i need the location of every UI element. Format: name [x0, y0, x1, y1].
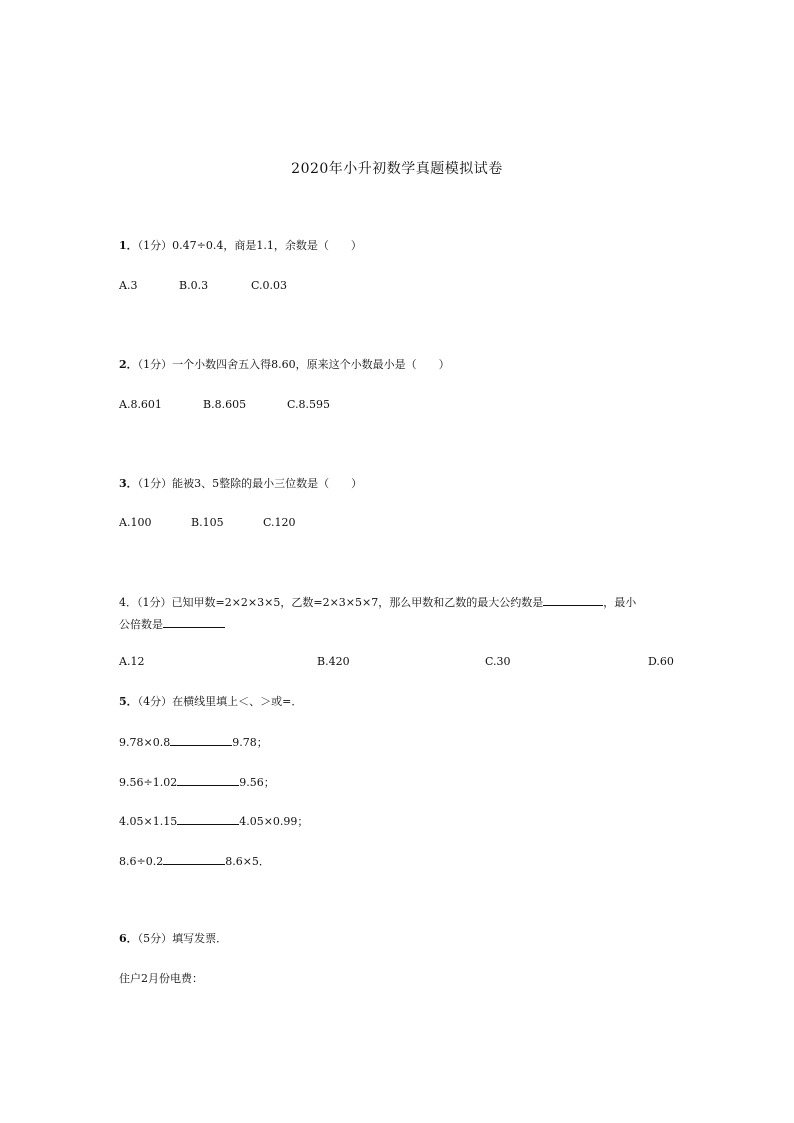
- option-c: C.0.03: [251, 279, 288, 292]
- option-a: A.100: [119, 516, 152, 529]
- option-b: B.8.605: [203, 398, 247, 411]
- comparison-item: [119, 852, 270, 870]
- answer-blank[interactable]: [177, 812, 239, 825]
- expression-right: 9.56；: [239, 776, 275, 789]
- expression-right: 4.05×0.99；: [239, 815, 309, 828]
- question-text: （1分）一个小数四舍五入得8.60，原来这个小数最小是（ ）: [137, 358, 450, 371]
- question-5: [119, 694, 302, 710]
- question-text: （1分）0.47÷0.4，商是1.1，余数是（ ）: [137, 239, 362, 252]
- question-text: ，最小: [603, 596, 637, 609]
- answer-blank[interactable]: [163, 852, 225, 865]
- page-title: 2020年小升初数学真题模拟试卷: [291, 161, 503, 177]
- expression-left: 8.6÷0.2: [119, 855, 164, 868]
- option-c: C.8.595: [287, 398, 331, 411]
- question-number: 6．: [119, 932, 138, 945]
- expression-left: 4.05×1.15: [119, 815, 178, 828]
- question-1: [119, 238, 362, 254]
- comparison-item: [119, 733, 268, 751]
- expression-left: 9.56÷1.02: [119, 776, 178, 789]
- option-d: D.60: [648, 655, 674, 668]
- question-2: [119, 357, 450, 373]
- answer-blank[interactable]: [177, 773, 239, 786]
- option-c: C.120: [263, 516, 296, 529]
- question-number: 5．: [119, 695, 138, 708]
- option-a: A.3: [119, 279, 138, 292]
- answer-blank[interactable]: [170, 733, 232, 746]
- option-c: C.30: [485, 655, 511, 668]
- question-text: （1分）已知甲数=2×2×3×5，乙数=2×3×5×7，那么甲数和乙数的最大公约数是: [137, 596, 544, 609]
- question-3: [119, 476, 362, 492]
- expression-right: 8.6×5．: [225, 855, 270, 868]
- option-b: B.105: [191, 516, 224, 529]
- question-text: （1分）能被3、5整除的最小三位数是（ ）: [137, 477, 363, 490]
- expression-left: 9.78×0.8: [119, 736, 171, 749]
- question-6: [119, 931, 227, 947]
- option-b: B.0.3: [179, 279, 209, 292]
- question-text: （4分）在横线里填上＜、＞或=．: [137, 695, 303, 708]
- option-a: A.8.601: [119, 398, 162, 411]
- question-number: 4．: [119, 596, 137, 609]
- comparison-item: [119, 773, 275, 791]
- option-a: A.12: [119, 655, 145, 668]
- answer-blank[interactable]: [163, 615, 225, 628]
- expression-right: 9.78；: [232, 736, 268, 749]
- answer-blank[interactable]: [543, 593, 603, 606]
- option-b: B.420: [317, 655, 350, 668]
- question-text: （5分）填写发票．: [137, 932, 228, 945]
- comparison-item: [119, 812, 308, 830]
- question-number: 2．: [119, 358, 138, 371]
- question-number: 1．: [119, 239, 138, 252]
- question-subtext: 住户2月份电费：: [119, 972, 203, 985]
- question-4: [119, 592, 679, 636]
- question-text: 公倍数是: [119, 618, 163, 631]
- question-number: 3．: [119, 477, 138, 490]
